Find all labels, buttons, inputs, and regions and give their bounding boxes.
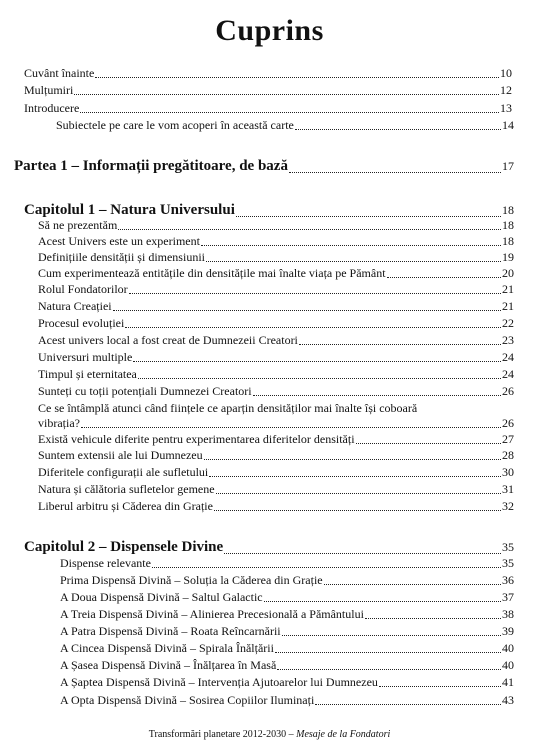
toc-entry-page: 43 bbox=[502, 693, 514, 707]
toc-entry[interactable] bbox=[24, 66, 512, 80]
dot-leader bbox=[253, 386, 501, 396]
chapter-label: Capitolul 2 – Dispensele Divine bbox=[24, 539, 224, 555]
dot-leader bbox=[324, 575, 501, 585]
toc-entry[interactable] bbox=[24, 101, 512, 115]
toc-entry-label: Cuvânt înainte bbox=[24, 66, 95, 80]
toc-entry[interactable] bbox=[38, 234, 514, 248]
footer-text: Transformări planetare 2012-2030 – bbox=[148, 729, 297, 740]
toc-entry-label: Acest univers local a fost creat de Dumnezeii Creatori bbox=[38, 333, 298, 347]
toc-entry[interactable] bbox=[38, 432, 514, 446]
dot-leader bbox=[315, 695, 501, 705]
dot-leader bbox=[133, 352, 501, 362]
toc-entry-label: Dispense relevante bbox=[60, 556, 151, 570]
toc-entry-label: Acest Univers este un experiment bbox=[38, 234, 200, 248]
toc-entry[interactable] bbox=[56, 118, 514, 132]
dot-leader bbox=[365, 609, 501, 619]
chapter-heading[interactable] bbox=[24, 203, 514, 217]
toc-entry-page: 21 bbox=[502, 299, 514, 313]
toc-entry[interactable] bbox=[60, 624, 514, 638]
dot-leader bbox=[129, 284, 501, 294]
toc-entry-page: 30 bbox=[502, 465, 514, 479]
dot-leader bbox=[282, 626, 501, 636]
toc-entry-label: Cum experimentează entitățile din densitățile mai înalte viața pe Pământ bbox=[38, 266, 386, 280]
toc-entry-label: Diferitele configurații ale sufletului bbox=[38, 465, 209, 479]
toc-entry-label: A Patra Dispensă Divină – Roata Reîncarnării bbox=[60, 624, 281, 638]
toc-entry-page: 41 bbox=[502, 675, 514, 689]
toc-entry-label: Introducere bbox=[24, 101, 80, 115]
chapter-page: 35 bbox=[502, 540, 514, 554]
toc-entry-label: Timpul și eternitatea bbox=[38, 367, 137, 381]
toc-entry-label: Suntem extensii ale lui Dumnezeu bbox=[38, 448, 203, 462]
dot-leader bbox=[81, 418, 501, 428]
toc-entry-page: 26 bbox=[502, 416, 514, 430]
toc-entry[interactable] bbox=[38, 465, 514, 479]
toc-entry[interactable] bbox=[60, 556, 514, 570]
part-label: Partea 1 – Informații pregătitoare, de bază bbox=[14, 158, 288, 174]
toc-entry-page: 24 bbox=[502, 350, 514, 364]
toc-entry-page: 35 bbox=[502, 556, 514, 570]
toc-entry[interactable] bbox=[38, 499, 514, 513]
toc-entry-page: 19 bbox=[502, 250, 514, 264]
toc-entry-label: Sunteți cu toții potențiali Dumnezei Creatori bbox=[38, 384, 252, 398]
toc-entry-label: Definițiile densității și dimensiunii bbox=[38, 250, 205, 264]
toc-entry-wrapped-line1[interactable]: Ce se întâmplă atunci când ființele ce aparțin densităților mai înalte își coboară bbox=[38, 401, 418, 415]
dot-leader bbox=[299, 335, 501, 345]
toc-entry[interactable] bbox=[60, 658, 514, 672]
dot-leader bbox=[387, 268, 501, 278]
toc-entry-page: 36 bbox=[502, 573, 514, 587]
toc-entry[interactable] bbox=[38, 299, 514, 313]
toc-entry[interactable] bbox=[38, 350, 514, 364]
dot-leader bbox=[125, 318, 501, 328]
toc-entry[interactable] bbox=[38, 218, 514, 232]
dot-leader bbox=[209, 467, 501, 477]
footer-italic: Mesaje de la Fondatori bbox=[296, 729, 391, 740]
toc-entry-page: 12 bbox=[500, 83, 512, 97]
dot-leader bbox=[275, 643, 501, 653]
dot-leader bbox=[264, 592, 501, 602]
toc-entry-page: 32 bbox=[502, 499, 514, 513]
chapter-label: Capitolul 1 – Natura Universului bbox=[24, 202, 235, 218]
toc-entry-label: Rolul Fondatorilor bbox=[38, 282, 128, 296]
dot-leader bbox=[204, 450, 501, 460]
toc-entry-page: 31 bbox=[502, 482, 514, 496]
toc-entry-page: 23 bbox=[502, 333, 514, 347]
toc-entry-page: 13 bbox=[500, 101, 512, 115]
part-heading[interactable] bbox=[14, 159, 514, 173]
toc-entry[interactable] bbox=[60, 590, 514, 604]
dot-leader bbox=[236, 207, 501, 217]
toc-entry-label: Procesul evoluției bbox=[38, 316, 125, 330]
toc-entry-page: 22 bbox=[502, 316, 514, 330]
toc-entry-label: A Cincea Dispensă Divină – Spirala Înălțării bbox=[60, 641, 274, 655]
dot-leader bbox=[80, 103, 499, 113]
dot-leader bbox=[118, 220, 501, 230]
toc-entry-label: Mulțumiri bbox=[24, 83, 74, 97]
toc-entry[interactable] bbox=[24, 83, 512, 97]
toc-entry-page: 18 bbox=[502, 218, 514, 232]
toc-entry[interactable] bbox=[38, 416, 514, 430]
toc-entry-page: 38 bbox=[502, 607, 514, 621]
toc-entry-label: Există vehicule diferite pentru experimentarea diferitelor densități bbox=[38, 432, 355, 446]
toc-entry-label: Subiectele pe care le vom acoperi în această carte bbox=[56, 118, 294, 132]
dot-leader bbox=[113, 301, 501, 311]
toc-entry-page: 20 bbox=[502, 266, 514, 280]
toc-entry[interactable] bbox=[60, 607, 514, 621]
toc-entry[interactable] bbox=[38, 482, 514, 496]
toc-entry-label: Liberul arbitru și Căderea din Grație bbox=[38, 499, 213, 513]
dot-leader bbox=[295, 120, 501, 130]
toc-entry-page: 39 bbox=[502, 624, 514, 638]
chapter-page: 18 bbox=[502, 203, 514, 217]
toc-entry[interactable] bbox=[38, 384, 514, 398]
toc-entry[interactable] bbox=[38, 250, 514, 264]
dot-leader bbox=[74, 85, 499, 95]
dot-leader bbox=[152, 558, 501, 568]
toc-entry-page: 21 bbox=[502, 282, 514, 296]
toc-entry-page: 26 bbox=[502, 384, 514, 398]
dot-leader bbox=[379, 677, 501, 687]
toc-entry[interactable] bbox=[38, 316, 514, 330]
dot-leader bbox=[201, 236, 501, 246]
toc-entry-page: 28 bbox=[502, 448, 514, 462]
toc-entry-label: A Șasea Dispensă Divină – Înălțarea în Masă bbox=[60, 658, 277, 672]
toc-entry-page: 40 bbox=[502, 658, 514, 672]
dot-leader bbox=[206, 252, 501, 262]
toc-entry[interactable] bbox=[38, 282, 514, 296]
toc-entry-page: 14 bbox=[502, 118, 514, 132]
toc-entry-label: Natura și călătoria sufletelor gemene bbox=[38, 482, 215, 496]
toc-entry-label: Universuri multiple bbox=[38, 350, 133, 364]
toc-entry-page: 18 bbox=[502, 234, 514, 248]
page-footer bbox=[0, 729, 539, 740]
toc-entry-page: 37 bbox=[502, 590, 514, 604]
dot-leader bbox=[216, 484, 501, 494]
dot-leader bbox=[289, 163, 501, 173]
part-page: 17 bbox=[502, 159, 514, 173]
toc-entry[interactable] bbox=[38, 266, 514, 280]
page-title: Cuprins bbox=[215, 14, 324, 47]
chapter-heading[interactable] bbox=[24, 540, 514, 554]
toc-entry-page: 24 bbox=[502, 367, 514, 381]
toc-entry-page: 40 bbox=[502, 641, 514, 655]
dot-leader bbox=[95, 68, 499, 78]
toc-entry-label: Natura Creației bbox=[38, 299, 112, 313]
dot-leader bbox=[138, 369, 501, 379]
dot-leader bbox=[214, 501, 501, 511]
toc-entry-label: A Opta Dispensă Divină – Sosirea Copiilor Iluminați bbox=[60, 693, 315, 707]
toc-entry-label: Să ne prezentăm bbox=[38, 218, 118, 232]
toc-entry[interactable] bbox=[60, 675, 514, 689]
toc-entry-label: Prima Dispensă Divină – Soluția la Căderea din Grație bbox=[60, 573, 323, 587]
toc-entry[interactable] bbox=[60, 693, 514, 707]
toc-entry-label: A Doua Dispensă Divină – Saltul Galactic bbox=[60, 590, 263, 604]
toc-entry[interactable] bbox=[38, 448, 514, 462]
toc-entry-page: 27 bbox=[502, 432, 514, 446]
toc-entry-label: A Treia Dispensă Divină – Alinierea Precesională a Pământului bbox=[60, 607, 364, 621]
toc-entry[interactable] bbox=[60, 641, 514, 655]
toc-entry-page: 10 bbox=[500, 66, 512, 80]
toc-entry-label: vibrația? bbox=[38, 416, 80, 430]
toc-entry[interactable] bbox=[60, 573, 514, 587]
dot-leader bbox=[224, 544, 501, 554]
dot-leader bbox=[356, 434, 501, 444]
dot-leader bbox=[277, 660, 501, 670]
toc-entry[interactable] bbox=[38, 333, 514, 347]
toc-entry-label: A Șaptea Dispensă Divină – Intervenția Ajutoarelor lui Dumnezeu bbox=[60, 675, 378, 689]
toc-entry[interactable] bbox=[38, 367, 514, 381]
